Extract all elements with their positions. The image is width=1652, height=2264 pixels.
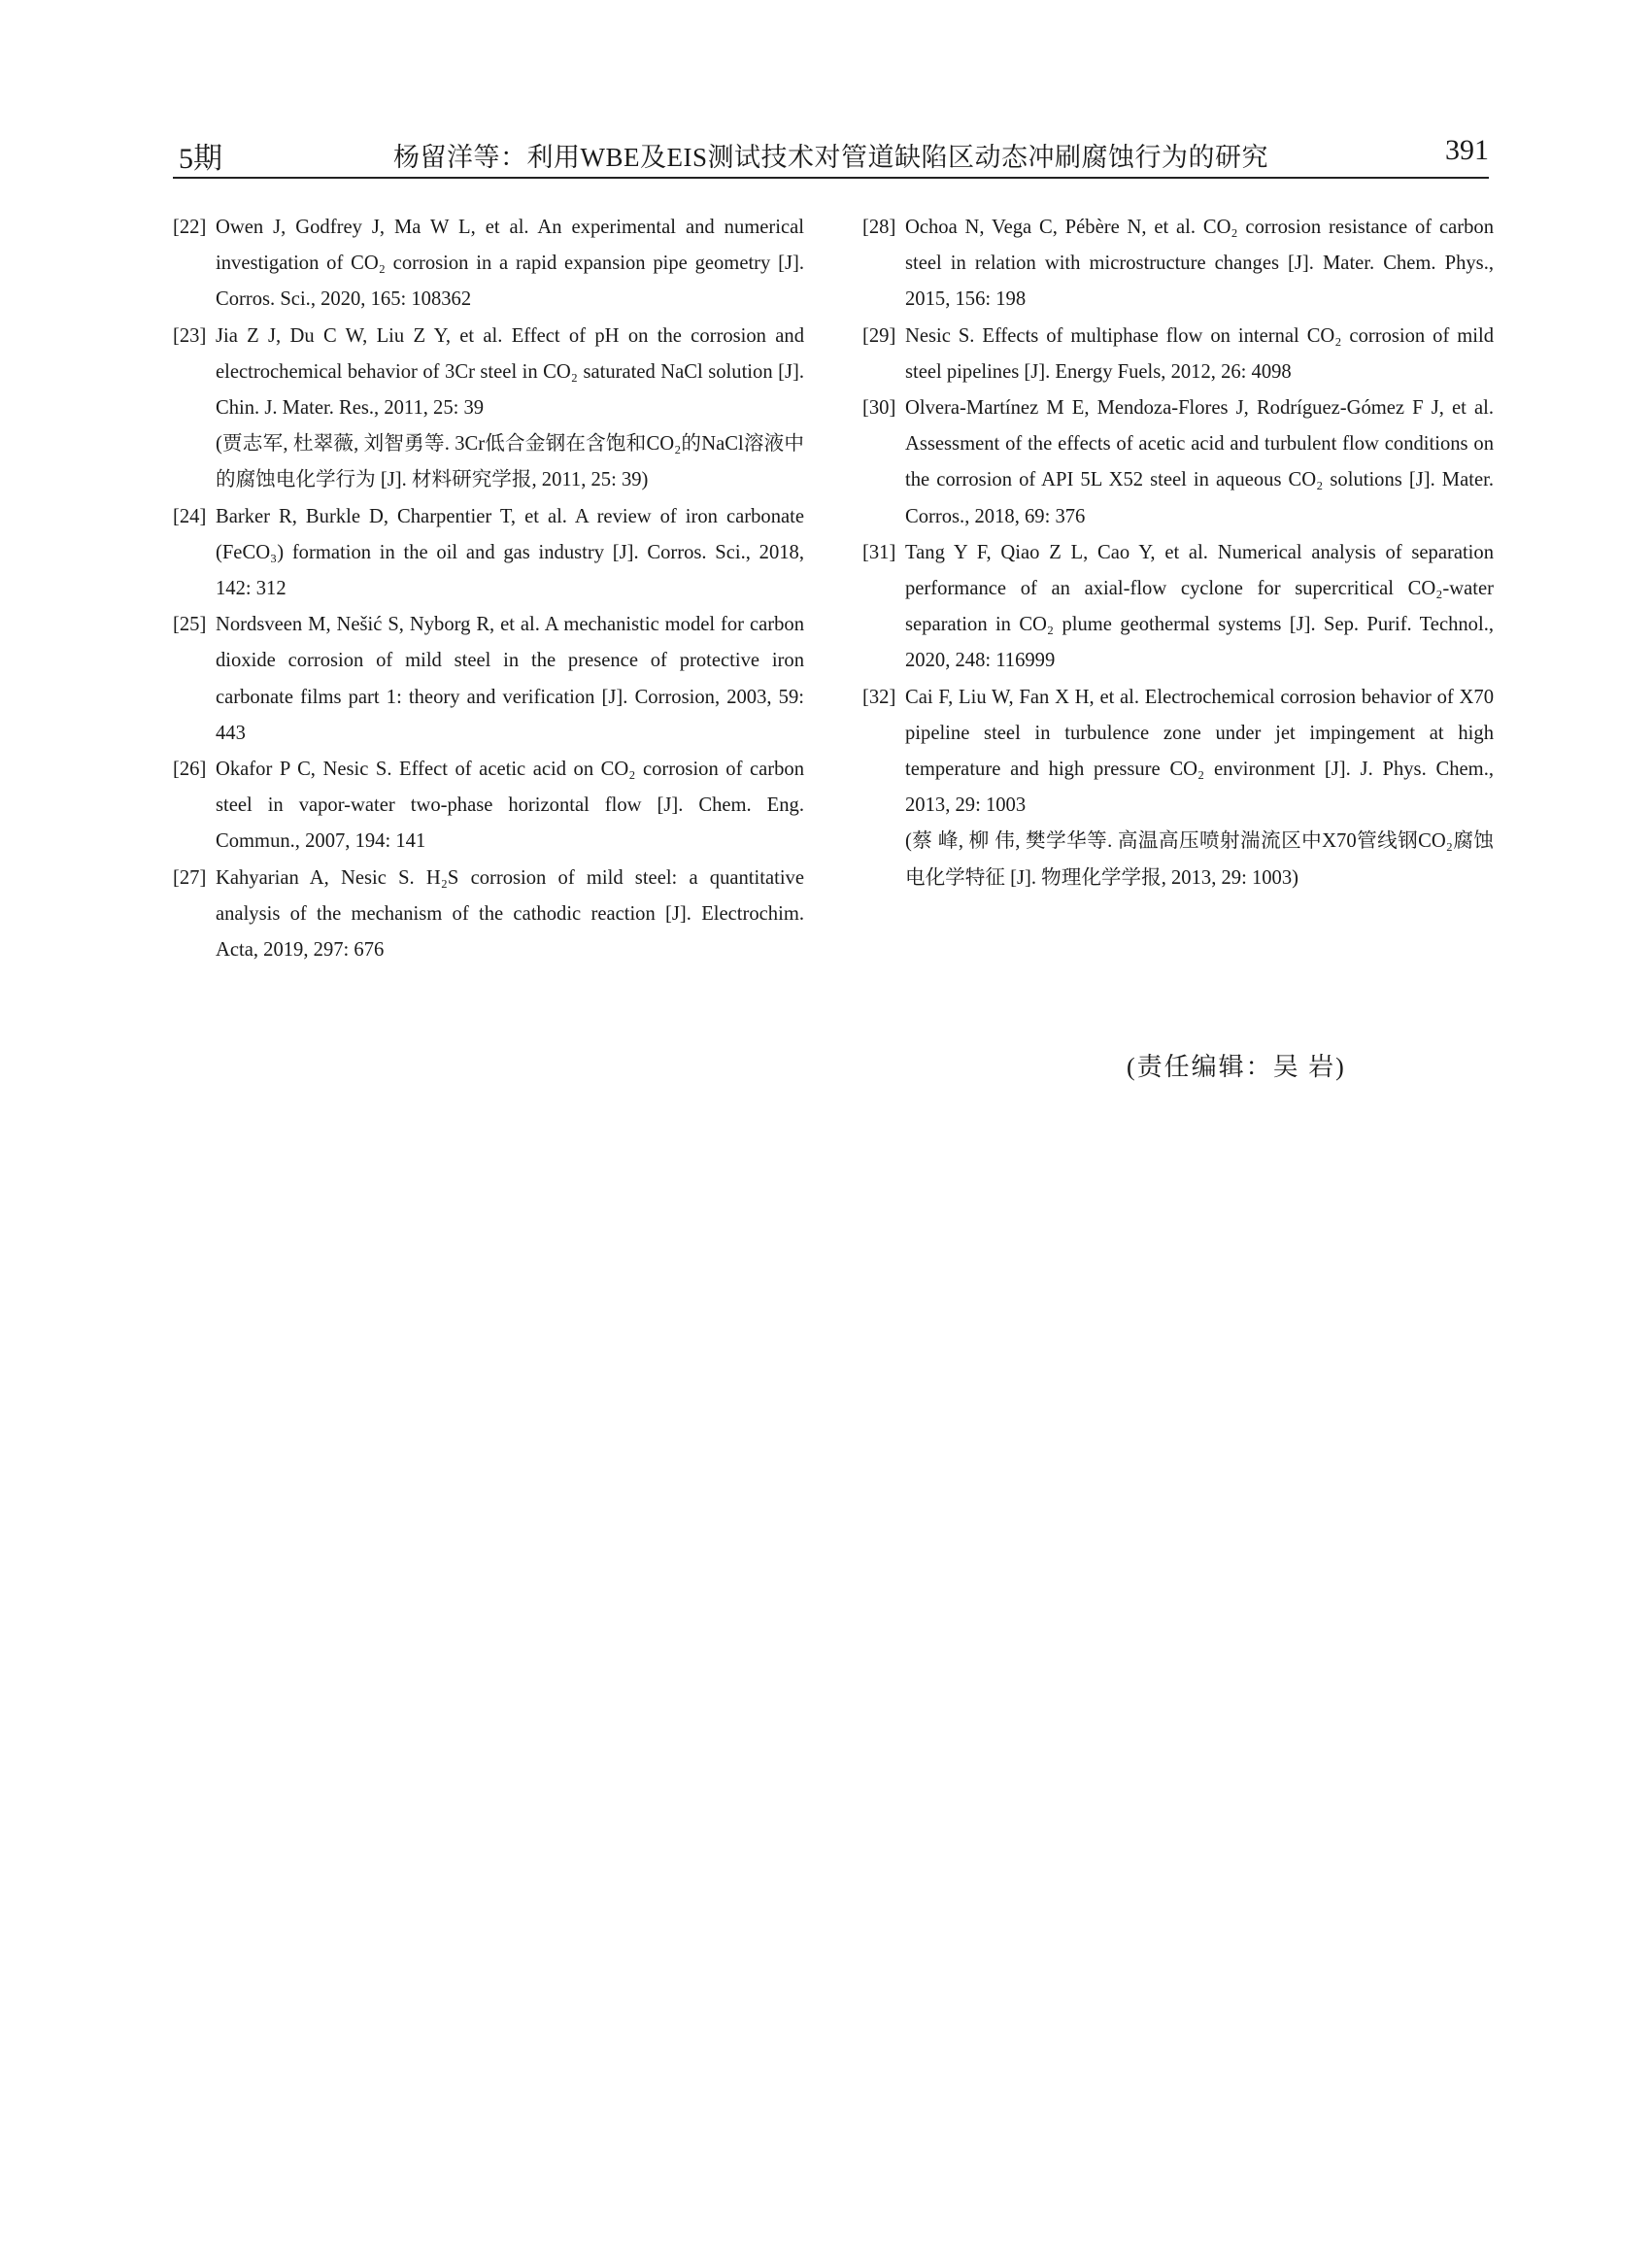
reference-number: [24] (173, 505, 207, 527)
reference-text: Tang Y F, Qiao Z L, Cao Y, et al. Numerical analysis of separation performance of an axial-flow cyclone for supercritical CO₂-water separation in CO₂ plume geothermal systems [J]. Sep. Purif. Technol., 2020, 248: 116999 (905, 541, 1494, 672)
reference-item (173, 210, 804, 319)
reference-item (173, 499, 804, 608)
reference-text: Okafor P C, Nesic S. Effect of acetic acid on CO₂ corrosion of carbon steel in vapor-water two-phase horizontal flow [J]. Chem. Eng. Commun., 2007, 194: 141 (216, 759, 804, 853)
running-header (173, 128, 1489, 175)
reference-item (862, 390, 1494, 535)
reference-number: [26] (173, 759, 207, 781)
reference-number: [31] (862, 541, 896, 563)
reference-text: Barker R, Burkle D, Charpentier T, et al. A review of iron carbonate (FeCO₃) formation in the oil and gas industry [J]. Corros. Sci., 2018, 142: 312 (216, 505, 804, 600)
reference-item (862, 535, 1494, 680)
reference-number: [29] (862, 324, 896, 347)
running-title: 杨留洋等：利用WBE及EIS测试技术对管道缺陷区动态冲刷腐蚀行为的研究 (393, 143, 1268, 172)
reference-text: Nesic S. Effects of multiphase flow on internal CO₂ corrosion of mild steel pipelines [J]. Energy Fuels, 2012, 26: 4098 (905, 324, 1494, 383)
reference-text: Olvera-Martínez M E, Mendoza-Flores J, Rodríguez-Gómez F J, et al. Assessment of the effects of acetic acid and turbulent flow conditions on the corrosion of API 5L X52 steel in aqueous CO₂ solutions [J]. Mater. Corros., 2018, 69: 376 (905, 397, 1494, 527)
reference-text: Kahyarian A, Nesic S. H₂S corrosion of mild steel: a quantitative analysis of the mechanism of the cathodic reaction [J]. Electrochim. Acta, 2019, 297: 676 (216, 866, 804, 962)
reference-text: Cai F, Liu W, Fan X H, et al. Electrochemical corrosion behavior of X70 pipeline steel in turbulence zone under jet impingement at high temperature and high pressure CO₂ environment [J]. J. Phys. Chem., 2013, 29: 1003 (905, 686, 1494, 817)
reference-item (862, 319, 1494, 390)
reference-item (173, 861, 804, 969)
reference-number: [32] (862, 686, 896, 708)
editor-note: (责任编辑：吴 岩) (1127, 1053, 1346, 1081)
reference-number: [23] (173, 324, 207, 347)
reference-item (862, 210, 1494, 319)
header-rule (173, 177, 1489, 179)
reference-chinese-text: (蔡 峰, 柳 伟, 樊学华等. 高温高压喷射湍流区中X70管线钢CO₂腐蚀电化学特征 [J]. 物理化学学报, 2013, 29: 1003) (905, 830, 1494, 889)
reference-item (862, 680, 1494, 896)
reference-text: Owen J, Godfrey J, Ma W L, et al. An experimental and numerical investigation of CO₂ corrosion in a rapid expansion pipe geometry [J]. Corros. Sci., 2020, 165: 108362 (216, 217, 804, 311)
references-left-column (173, 210, 804, 968)
reference-number: [25] (173, 614, 207, 636)
reference-item (173, 752, 804, 861)
reference-number: [30] (862, 397, 896, 420)
reference-number: [28] (862, 217, 896, 238)
reference-text: Jia Z J, Du C W, Liu Z Y, et al. Effect of pH on the corrosion and electrochemical behavior of 3Cr steel in CO₂ saturated NaCl solution [J]. Chin. J. Mater. Res., 2011, 25: 39 (216, 324, 804, 420)
reference-text: Nordsveen M, Nešić S, Nyborg R, et al. A mechanistic model for carbon dioxide corrosion of mild steel in the presence of protective iron carbonate films part 1: theory and verification [J]. Corrosion, 2003, 59: 443 (216, 614, 804, 744)
reference-text: Ochoa N, Vega C, Pébère N, et al. CO₂ corrosion resistance of carbon steel in relation with microstructure changes [J]. Mater. Chem. Phys., 2015, 156: 198 (905, 217, 1494, 311)
reference-chinese-text: (贾志军, 杜翠薇, 刘智勇等. 3Cr低合金钢在含饱和CO₂的NaCl溶液中的腐蚀电化学行为 [J]. 材料研究学报, 2011, 25: 39) (216, 433, 804, 491)
references-right-column (862, 210, 1494, 896)
issue-label: 5期 (179, 143, 222, 175)
reference-item (173, 607, 804, 752)
reference-number: [27] (173, 866, 207, 889)
page-number: 391 (1445, 134, 1489, 166)
reference-number: [22] (173, 217, 207, 238)
reference-item (173, 319, 804, 499)
